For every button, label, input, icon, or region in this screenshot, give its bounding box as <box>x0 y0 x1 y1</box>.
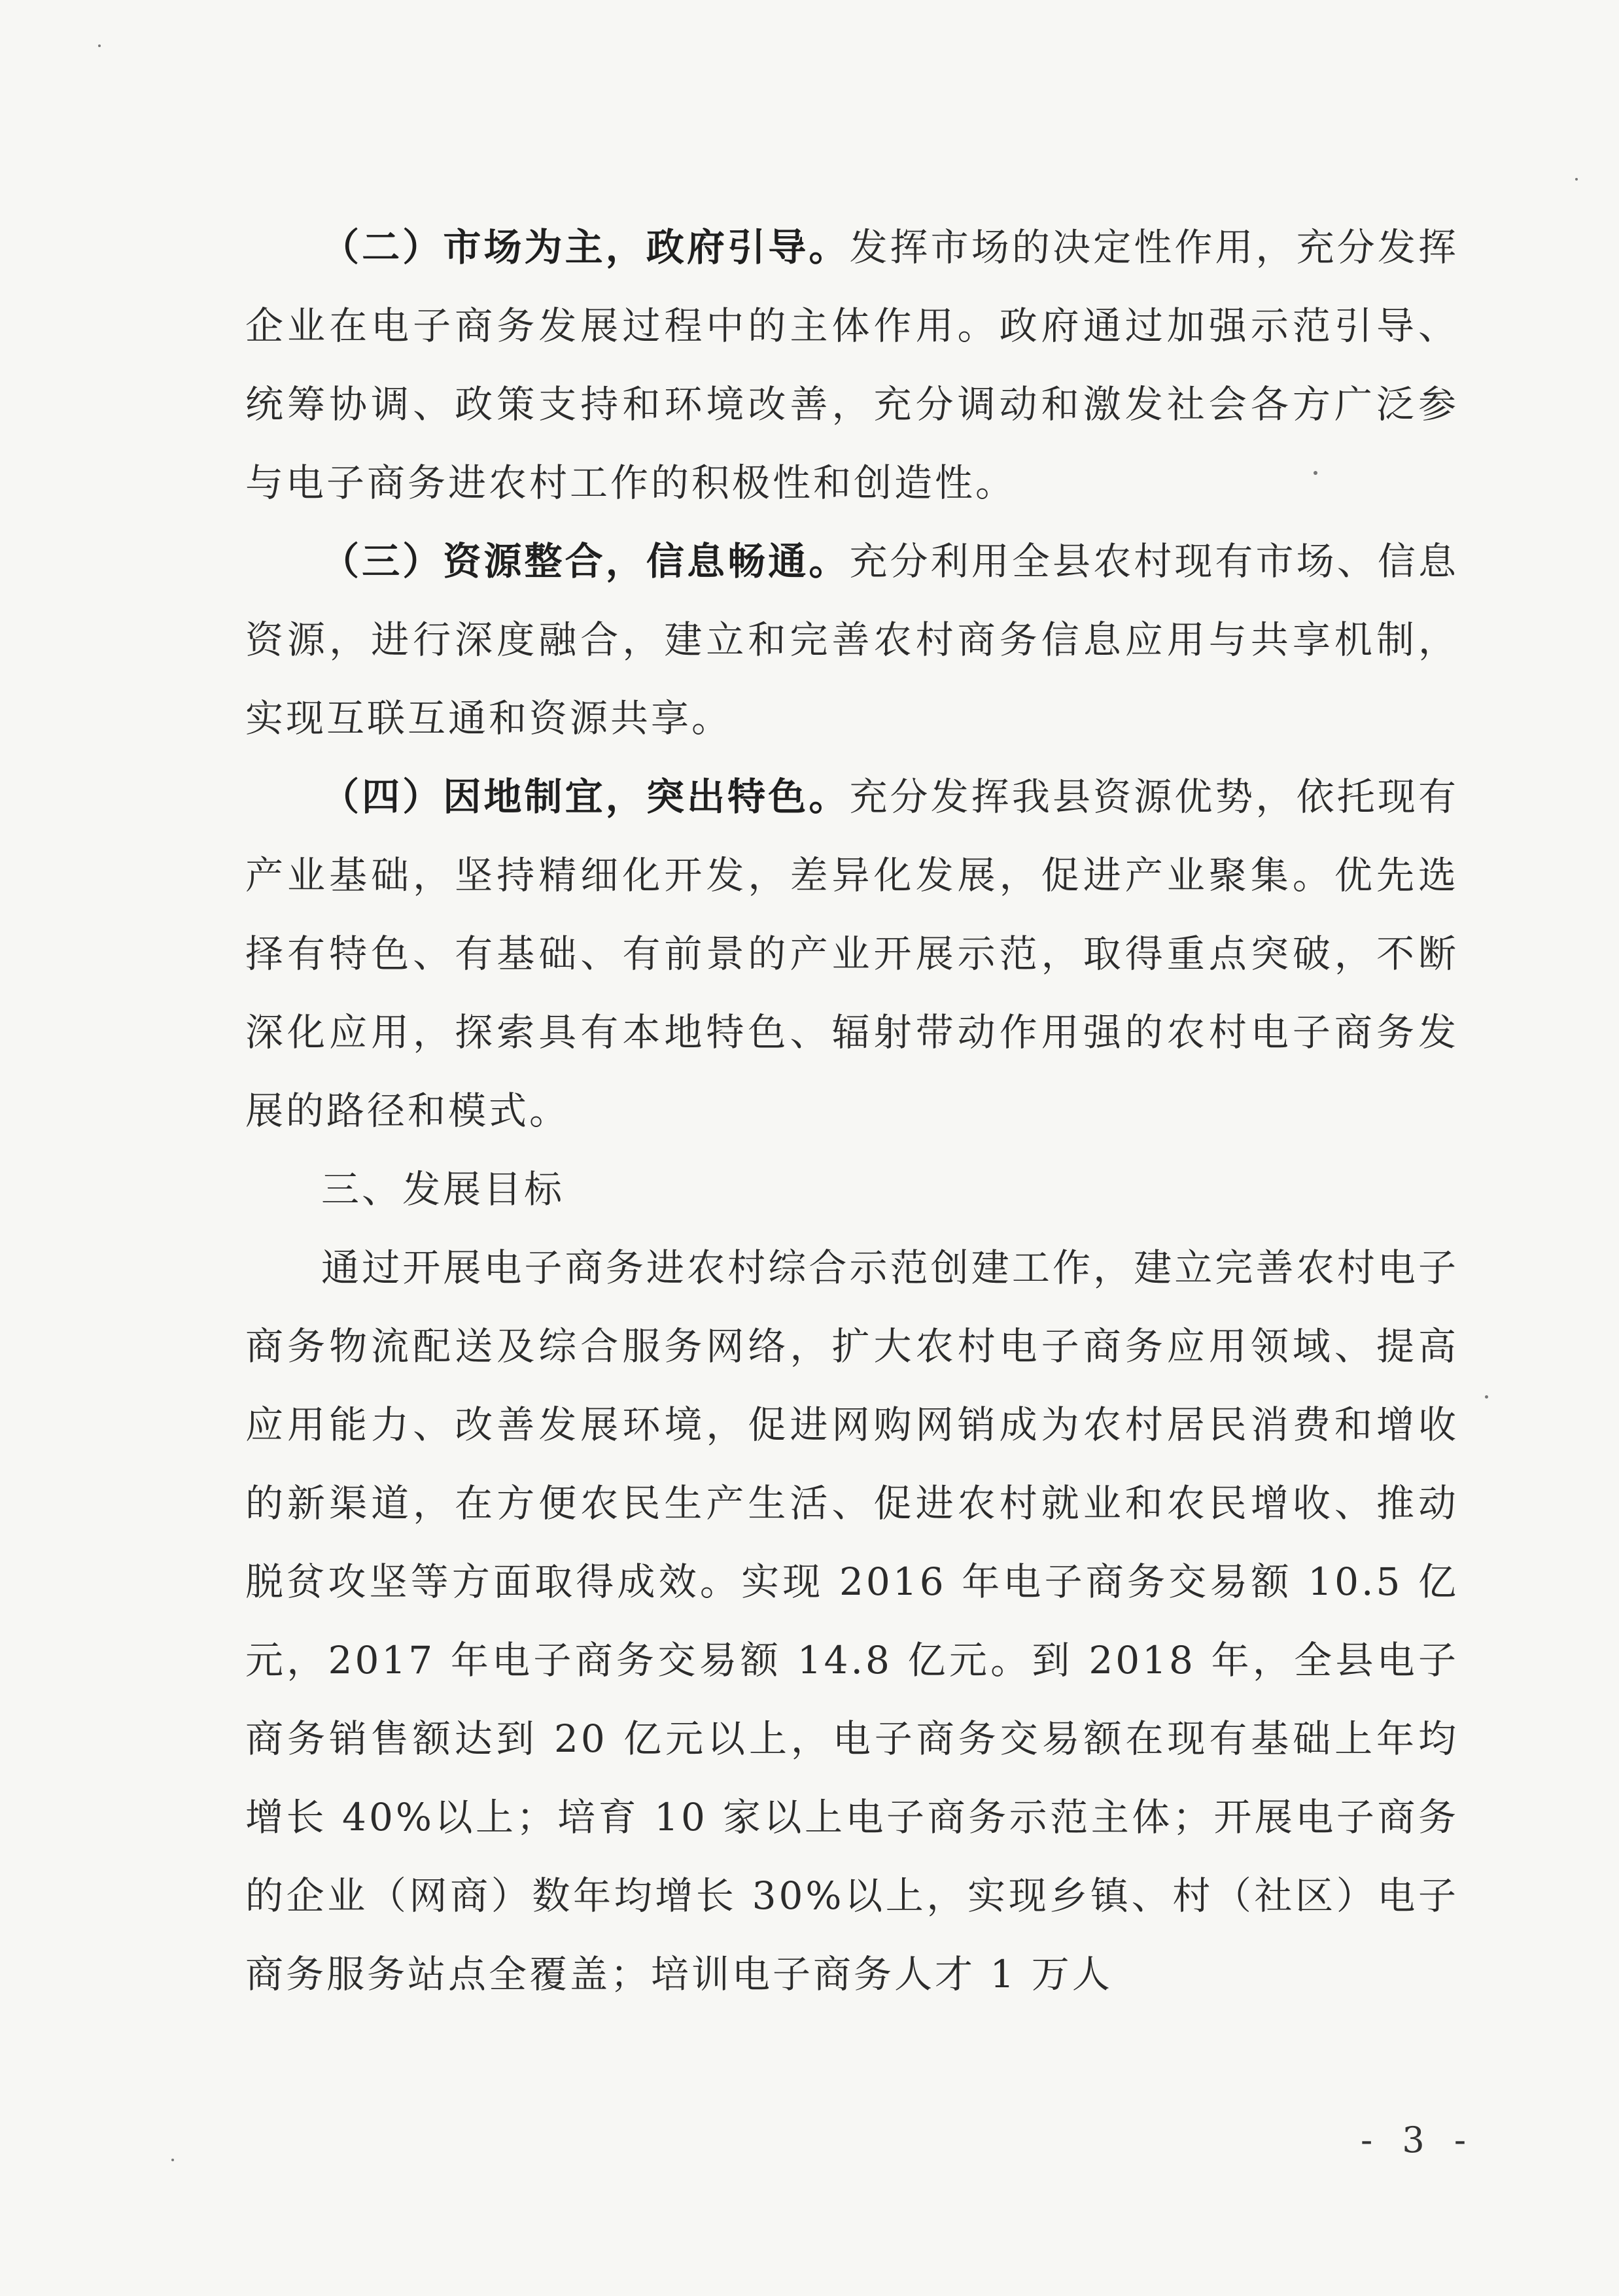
paragraph-text: 充分发挥我县资源优势，依托现有产业基础，坚持精细化开发，差异化发展，促进产业聚集。优先选择有特色、有基础、有前景的产业开展示范，取得重点突破，不断深化应用，探索具有本地特色、辐射带动作用强的农村电子商务发展的路径和模式。 <box>245 774 1459 1133</box>
scan-speck <box>98 44 101 47</box>
scan-speck <box>1314 471 1317 475</box>
paragraph-resource-integration <box>245 522 1459 757</box>
document-body <box>245 208 1459 2013</box>
page-number: - 3 - <box>1361 2119 1476 2161</box>
paragraph-lead: （三）资源整合，信息畅通。 <box>321 539 850 583</box>
scan-speck <box>1575 178 1578 181</box>
paragraph-local-conditions <box>245 757 1459 1150</box>
paragraph-text: 发挥市场的决定性作用，充分发挥企业在电子商务发展过程中的主体作用。政府通过加强示范引导、统筹协调、政策支持和环境改善，充分调动和激发社会各方广泛参与电子商务进农村工作的积极性和创造性。 <box>245 225 1459 505</box>
scan-speck <box>171 2159 174 2161</box>
paragraph-lead: （四）因地制宜，突出特色。 <box>321 774 850 819</box>
scan-speck <box>1485 1395 1488 1399</box>
paragraph-goals: 通过开展电子商务进农村综合示范创建工作，建立完善农村电子商务物流配送及综合服务网络，扩大农村电子商务应用领域、提高应用能力、改善发展环境，促进网购网销成为农村居民消费和增收的新渠道，在方便农民生产生活、促进农村就业和农民增收、推动脱贫攻坚等方面取得成效。实现 2016 年电子商务交易额 10.5 亿元，2017 年电子商务交易额 14.8 亿元。到 2018 年，全县电子商务销售额达到 20 亿元以上，电子商务交易额在现有基础上年均增长 40%以上；培育 10 家以上电子商务示范主体；开展电子商务的企业（网商）数年均增长 30%以上，实现乡镇、村（社区）电子商务服务站点全覆盖；培训电子商务人才 1 万人 <box>245 1245 1459 1996</box>
paragraph-market-led <box>245 208 1459 522</box>
section-heading-goals: 三、发展目标 <box>321 1167 565 1211</box>
paragraph-lead: （二）市场为主，政府引导。 <box>321 225 850 270</box>
paragraph-text: 充分利用全县农村现有市场、信息资源，进行深度融合，建立和完善农村商务信息应用与共享机制，实现互联互通和资源共享。 <box>245 539 1459 740</box>
